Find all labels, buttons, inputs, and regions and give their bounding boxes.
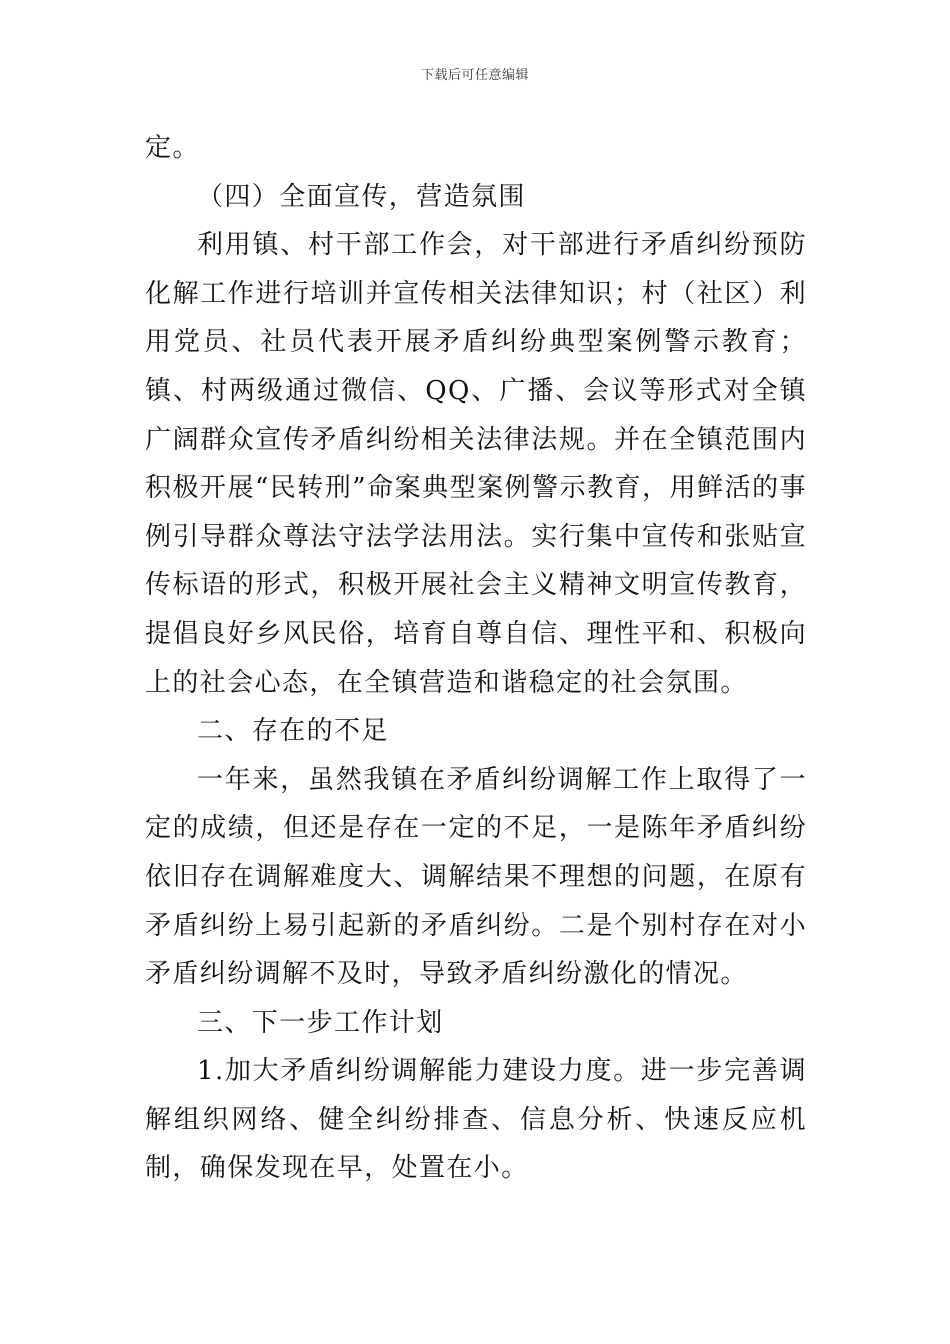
section-heading-publicity: （四）全面宣传，营造氛围 — [197, 181, 526, 212]
paragraph-publicity: 利用镇、村干部工作会，对干部进行矛盾纠纷预防化解工作进行培训并宣传相关法律知识；村（社区）利用党员、社员代表开展矛盾纠纷典型案例警示教育；镇、村两级通过微信、QQ、广播、会议等形式对全镇广阔群众宣传矛盾纠纷相关法律法规。并在全镇范围内积极开展“民转刑”命案典型案例警示教育，用鲜活的事例引导群众尊法守法学法用法。实行集中宣传和张贴宣传标语的形式，积极开展社会主义精神文明宣传教育，提倡良好乡风民俗，培育自尊自信、理性平和、积极向上的社会心态，在全镇营造和谐稳定的社会氛围。 — [145, 230, 807, 698]
page-header: 下载后可任意编辑 — [420, 68, 529, 83]
paragraph-continuation: 定。 — [145, 133, 200, 163]
section-heading-shortcomings: 二、存在的不足 — [197, 716, 389, 747]
document-body — [145, 124, 807, 1193]
paragraph-next-step-1: 1.加大矛盾纠纷调解能力建设力度。进一步完善调解组织网络、健全纠纷排查、信息分析、快速反应机制，确保发现在早，处置在小。 — [145, 1056, 807, 1184]
section-heading-next-steps: 三、下一步工作计划 — [197, 1007, 444, 1038]
paragraph-shortcomings: 一年来，虽然我镇在矛盾纠纷调解工作上取得了一定的成绩，但还是存在一定的不足，一是陈年矛盾纠纷依旧存在调解难度大、调解结果不理想的问题，在原有矛盾纠纷上易引起新的矛盾纠纷。二是个别村存在对小矛盾纠纷调解不及时，导致矛盾纠纷激化的情况。 — [145, 764, 807, 990]
